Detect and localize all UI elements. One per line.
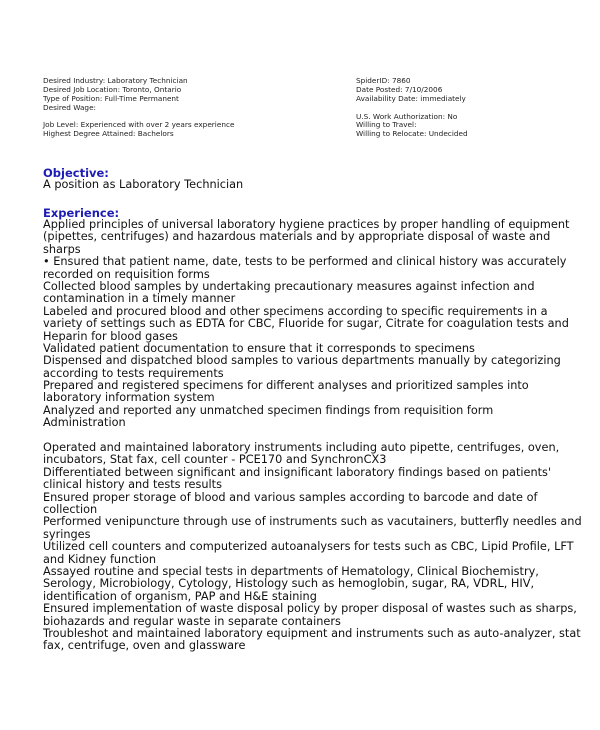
meta-line: Willing to Relocate: Undecided	[356, 129, 468, 139]
experience-line: Collected blood samples by undertaking precautionary measures against infection and	[43, 279, 535, 293]
experience-line: sharps	[43, 242, 81, 256]
meta-line: Desired Industry: Laboratory Technician	[43, 76, 188, 85]
experience-line: collection	[43, 502, 98, 516]
experience-line: contamination in a timely manner	[43, 292, 236, 306]
meta-line: Date Posted: 7/10/2006	[356, 84, 443, 94]
meta-line: Availability Date: immediately	[356, 93, 466, 103]
experience-line: Analyzed and reported any unmatched specimen findings from requisition form	[43, 403, 494, 417]
experience-line: Troubleshot and maintained laboratory equipment and instruments such as auto-analyzer, stat	[43, 626, 581, 640]
experience-line: Performed venipuncture through use of instruments such as vacutainers, butterfly needles and	[43, 515, 582, 529]
experience-line: and Kidney function	[43, 552, 157, 566]
experience-line: Applied principles of universal laboratory hygiene practices by proper handling of equipment	[43, 218, 570, 231]
meta-line: Desired Job Location: Toronto, Ontario	[43, 84, 182, 94]
experience-line: incubators, Stat fax, cell counter - PCE170 and SynchronCX3	[43, 453, 387, 467]
objective-text: A position as Laboratory Technician	[43, 178, 244, 191]
experience-list	[43, 219, 582, 653]
experience-line: Differentiated between significant and insignificant laboratory findings based on patients'	[43, 465, 552, 479]
experience-line: Operated and maintained laboratory instruments including auto pipette, centrifuges, oven,	[43, 441, 560, 455]
experience-line: Dispensed and dispatched blood samples to various departments manually by categorizing	[43, 354, 561, 368]
experience-line: Validated patient documentation to ensure that it corresponds to specimens	[43, 341, 475, 355]
experience-line: Serology, Microbiology, Cytology, Histology such as hemoglobin, sugar, RA, VDRL, HIV,	[43, 577, 535, 591]
experience-line: identification of organism, PAP and H&E staining	[43, 589, 317, 603]
meta-line: Type of Position: Full-Time Permanent	[43, 93, 179, 103]
experience-line: syringes	[43, 527, 91, 541]
meta-line: Desired Wage:	[43, 102, 97, 112]
experience-line: Ensured implementation of waste disposal policy by proper disposal of wastes such as sharps,	[43, 602, 577, 616]
meta-line: SpiderID: 7860	[356, 76, 411, 85]
experience-heading: Experience:	[43, 206, 120, 220]
experience-line: • Ensured that patient name, date, tests to be performed and clinical history was accurately	[43, 255, 567, 269]
experience-line: Utilized cell counters and computerized autoanalysers for tests such as CBC, Lipid Profile, LFT	[43, 540, 574, 554]
experience-line: Ensured proper storage of blood and various samples according to barcode and date of	[43, 490, 538, 504]
left-meta-block	[43, 77, 234, 139]
experience-line: variety of settings such as EDTA for CBC, Fluoride for sugar, Citrate for coagulation tests and	[43, 317, 569, 331]
experience-line: laboratory information system	[43, 391, 215, 405]
experience-line: biohazards and regular waste in separate containers	[43, 614, 341, 628]
experience-line: according to tests requirements	[43, 366, 224, 380]
meta-line: Highest Degree Attained: Bachelors	[43, 129, 174, 139]
experience-line: Prepared and registered specimens for different analyses and prioritized samples into	[43, 379, 529, 393]
meta-line: Willing to Travel:	[356, 120, 417, 130]
experience-line: Administration	[43, 416, 126, 430]
experience-line: Assayed routine and special tests in departments of Hematology, Clinical Biochemistry,	[43, 564, 539, 578]
experience-line: recorded on requisition forms	[43, 267, 210, 281]
experience-line: Heparin for blood gases	[43, 329, 178, 343]
experience-line: clinical history and tests results	[43, 478, 222, 492]
meta-line: Job Level: Experienced with over 2 years experience	[43, 120, 235, 130]
experience-line: Labeled and procured blood and other specimens according to specific requirements in a	[43, 304, 548, 318]
right-meta-block	[356, 77, 468, 139]
meta-line: U.S. Work Authorization: No	[356, 111, 458, 121]
objective-heading: Objective:	[43, 166, 109, 180]
experience-line: fax, centrifuge, oven and glassware	[43, 639, 246, 653]
experience-line: (pipettes, centrifuges) and hazardous materials and by appropriate disposal of waste and	[43, 230, 551, 244]
